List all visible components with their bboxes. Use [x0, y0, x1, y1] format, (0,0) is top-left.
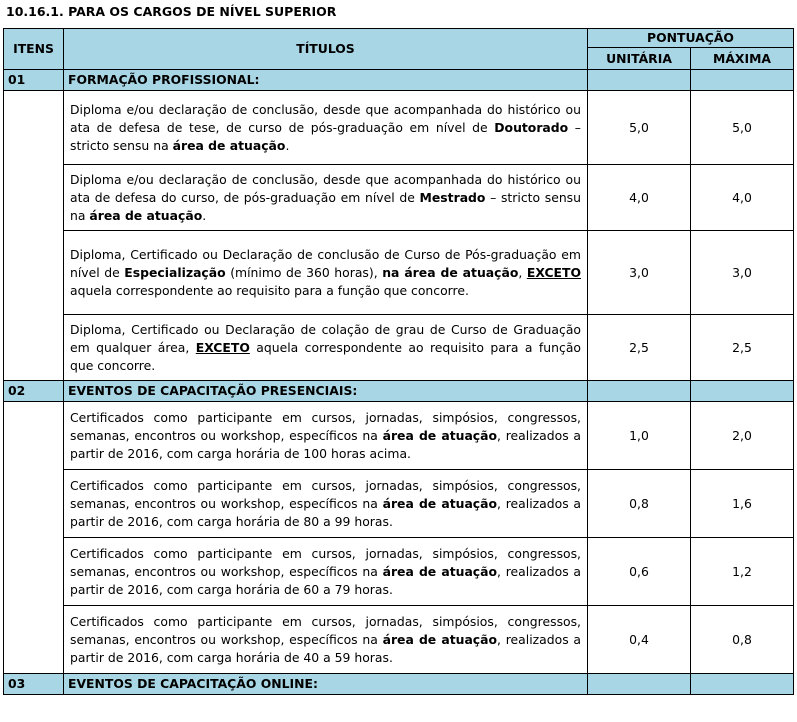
section-row — [4, 381, 794, 402]
score-max: 2,5 — [691, 315, 794, 381]
header-maxima: MÁXIMA — [691, 48, 794, 70]
score-max: 5,0 — [691, 91, 794, 165]
title-description — [64, 315, 588, 381]
score-max: 0,8 — [691, 606, 794, 674]
table-row — [4, 402, 794, 470]
section-blank-unit — [588, 70, 691, 91]
section-blank-max — [691, 381, 794, 402]
text-run: Certificados como participante em cursos, jornadas, simpósios, congressos, semanas, encontros ou workshop, específicos na — [70, 545, 581, 579]
item-empty-cell — [4, 402, 64, 674]
title-description — [64, 402, 588, 470]
section-code: 02 — [4, 381, 64, 402]
header-row-1 — [4, 29, 794, 48]
bold-text: área de atuação — [172, 137, 286, 153]
score-unit: 5,0 — [588, 91, 691, 165]
text-run: aquela correspondente ao requisito para a função que concorre. — [70, 339, 581, 373]
text-run: Certificados como participante em cursos, jornadas, simpósios, congressos, semanas, encontros ou workshop, específicos na — [70, 613, 581, 647]
item-empty-cell — [4, 91, 64, 381]
score-max: 1,2 — [691, 538, 794, 606]
text-run: Diploma e/ou declaração de conclusão, desde que acompanhada do histórico ou ata de defesa do curso, de pós-graduação em nível de — [70, 171, 581, 205]
table-row — [4, 231, 794, 315]
score-unit: 1,0 — [588, 402, 691, 470]
text-run: . — [202, 207, 207, 223]
text-run: (mínimo de 360 horas), — [225, 264, 383, 280]
title-description — [64, 606, 588, 674]
text-run: Diploma, Certificado ou Declaração de conclusão de Curso de Pós-graduação em nível de — [70, 246, 581, 280]
score-unit: 2,5 — [588, 315, 691, 381]
bold-text: Doutorado — [494, 119, 569, 135]
score-unit: 4,0 — [588, 165, 691, 231]
bold-text: área de atuação — [89, 207, 203, 223]
text-run: , realizados a partir de 2016, com carga horária de 80 a 99 horas. — [70, 495, 581, 529]
section-code: 03 — [4, 674, 64, 695]
title-description — [64, 470, 588, 538]
bold-text: Especialização — [124, 264, 226, 280]
score-table — [3, 28, 794, 695]
text-run: , realizados a partir de 2016, com carga horária de 60 a 79 horas. — [70, 563, 581, 597]
title-description — [64, 538, 588, 606]
section-blank-unit — [588, 381, 691, 402]
bold-text: EXCETO — [195, 339, 250, 355]
section-blank-unit — [588, 674, 691, 695]
bold-text: área de atuação — [382, 563, 498, 579]
score-unit: 0,6 — [588, 538, 691, 606]
header-itens: ITENS — [4, 29, 64, 70]
text-run: – stricto sensu na — [70, 119, 581, 153]
table-row — [4, 91, 794, 165]
section-title: EVENTOS DE CAPACITAÇÃO ONLINE: — [64, 674, 588, 695]
title-description — [64, 165, 588, 231]
bold-text: área de atuação — [382, 631, 498, 647]
text-run: , realizados a partir de 2016, com carga horária de 40 a 59 horas. — [70, 631, 581, 665]
table-row — [4, 470, 794, 538]
header-pontuacao: PONTUAÇÃO — [588, 29, 794, 48]
section-title: FORMAÇÃO PROFISSIONAL: — [64, 70, 588, 91]
title-description — [64, 231, 588, 315]
text-run: , realizados a partir de 2016, com carga horária de 100 horas acima. — [70, 427, 581, 461]
score-max: 2,0 — [691, 402, 794, 470]
table-row — [4, 315, 794, 381]
table-row — [4, 165, 794, 231]
section-blank-max — [691, 674, 794, 695]
section-heading: 10.16.1. PARA OS CARGOS DE NÍVEL SUPERIOR — [6, 4, 337, 19]
section-blank-max — [691, 70, 794, 91]
text-run: . — [285, 137, 290, 153]
bold-text: área de atuação — [382, 427, 498, 443]
score-max: 4,0 — [691, 165, 794, 231]
table-row — [4, 606, 794, 674]
score-max: 3,0 — [691, 231, 794, 315]
bold-text: Mestrado — [419, 189, 486, 205]
text-run: Diploma, Certificado ou Declaração de colação de grau de Curso de Graduação em qualquer área, — [70, 321, 581, 355]
title-description — [64, 91, 588, 165]
bold-text: na área de atuação — [382, 264, 519, 280]
score-unit: 0,8 — [588, 470, 691, 538]
section-row — [4, 674, 794, 695]
section-title: EVENTOS DE CAPACITAÇÃO PRESENCIAIS: — [64, 381, 588, 402]
bold-text: área de atuação — [382, 495, 498, 511]
text-run: , — [518, 264, 527, 280]
bold-text: EXCETO — [526, 264, 581, 280]
text-run: Certificados como participante em cursos, jornadas, simpósios, congressos, semanas, encontros ou workshop, específicos na — [70, 409, 581, 443]
score-unit: 3,0 — [588, 231, 691, 315]
header-titulos: TÍTULOS — [64, 29, 588, 70]
text-run: Certificados como participante em cursos, jornadas, simpósios, congressos, semanas, encontros ou workshop, específicos na — [70, 477, 581, 511]
table-body — [4, 70, 794, 695]
header-unitaria: UNITÁRIA — [588, 48, 691, 70]
text-run: – stricto sensu na — [70, 189, 581, 223]
section-code: 01 — [4, 70, 64, 91]
text-run: aquela correspondente ao requisito para a função que concorre. — [70, 282, 469, 298]
section-row — [4, 70, 794, 91]
score-unit: 0,4 — [588, 606, 691, 674]
table-row — [4, 538, 794, 606]
score-max: 1,6 — [691, 470, 794, 538]
text-run: Diploma e/ou declaração de conclusão, desde que acompanhada do histórico ou ata de defesa de tese, de curso de pós-graduação em nível de — [70, 101, 581, 135]
